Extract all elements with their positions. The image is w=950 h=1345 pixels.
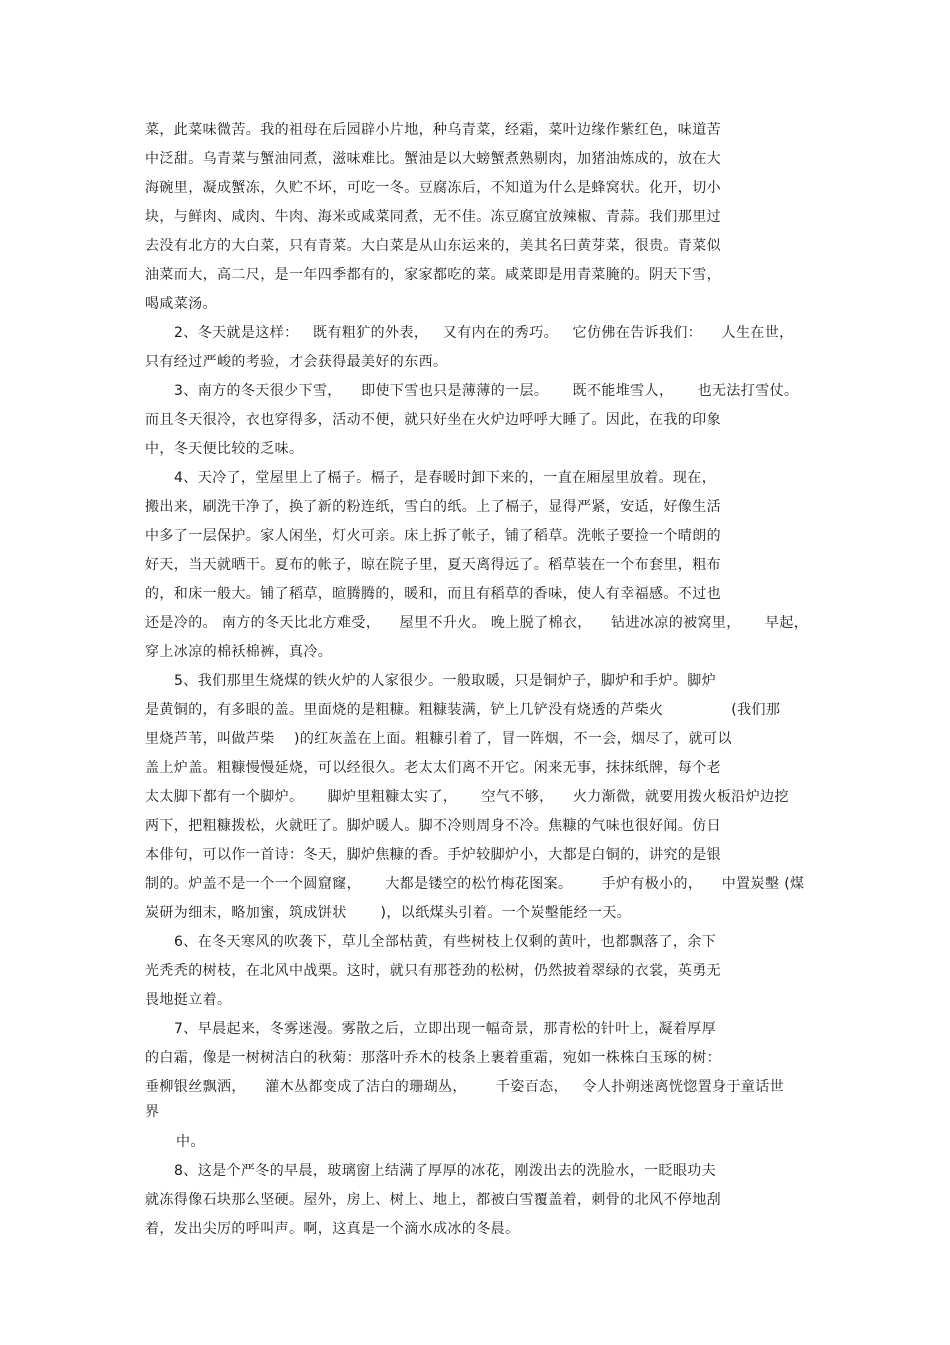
text-line: 而且冬天很冷，衣也穿得多，活动不便，就只好坐在火炉边呼呼大睡了。因此，在我的印象 [145,412,721,428]
paragraph-4-start: 4、天冷了，堂屋里上了槅子。槅子，是春暖时卸下来的，一直在厢屋里放着。现在， [174,470,717,486]
text-line: 中，冬天便比较的乏味。 [145,441,304,457]
text-line: 只有经过严峻的考验，才会获得最美好的东西。 [145,354,448,370]
text-line: 本俳句，可以作一首诗：冬天，脚炉焦糠的香。手炉较脚炉小，大都是白铜的，讲究的是银 [145,847,721,863]
text-line: 界 [145,1104,160,1120]
text-line: 着，发出尖厉的呼叫声。啊，这真是一个滴水成冰的冬晨。 [145,1221,520,1237]
text-line: 喝咸菜汤。 [145,296,217,312]
text-line: 垂柳银丝飘洒， 灌木丛都变成了洁白的珊瑚丛， 千姿百态， 令人扑朔迷离恍惚置身于童话世 [145,1079,785,1095]
text-line: 太太脚下都有一个脚炉。 脚炉里粗糠太实了， 空气不够， 火力渐微，就要用拨火板沿炉边挖 [145,789,789,805]
text-line: 的，和床一般大。铺了稻草，暄腾腾的，暖和，而且有稻草的香味，使人有幸福感。不过也 [145,586,721,602]
text-line: 还是冷的。 南方的冬天比北方难受， 屋里不升火。 晚上脱了棉衣， 钻进冰凉的被窝里， 早起， [145,615,809,631]
text-line: 海碗里，凝成蟹冻，久贮不坏，可吃一冬。豆腐冻后，不知道为什么是蜂窝状。化开，切小 [145,180,721,196]
text-line: 去没有北方的大白菜，只有青菜。大白菜是从山东运来的，美其名曰黄芽菜，很贵。青菜似 [145,238,721,254]
text-line: 搬出来，刷洗干净了，换了新的粉连纸，雪白的纸。上了槅子，显得严紧，安适，好像生活 [145,499,721,515]
text-line: 就冻得像石块那么坚硬。屋外，房上、树上、地上，都被白雪覆盖着，刺骨的北风不停地刮 [145,1192,721,1208]
text-line: 中。 [176,1134,205,1150]
paragraph-8-start: 8、这是个严冬的早晨，玻璃窗上结满了厚厚的冰花，刚泼出去的洗脸水，一眨眼功夫 [174,1163,717,1179]
text-line: 块，与鲜肉、咸肉、牛肉、海米或咸菜同煮，无不佳。冻豆腐宜放辣椒、青蒜。我们那里过 [145,209,721,225]
paragraph-3-start: 3、南方的冬天很少下雪， 即使下雪也只是薄薄的一层。 既不能堆雪人， 也无法打雪仗。 [174,383,799,399]
text-line: 好天，当天就晒干。夏布的帐子，晾在院子里，夏天离得远了。稻草装在一个布套里，粗布 [145,557,721,573]
text-line: 的白霜，像是一树树洁白的秋菊：那落叶乔木的枝条上裹着重霜，宛如一株株白玉琢的树： [145,1050,721,1066]
text-line: 两下，把粗糠拨松，火就旺了。脚炉暖人。脚不冷则周身不冷。焦糠的气味也很好闻。仿日 [145,818,721,834]
text-line: 盖上炉盖。粗糠慢慢延烧，可以经很久。老太太们离不开它。闲来无事，抹抹纸牌，每个老 [145,760,721,776]
text-line: 中多了一层保护。家人闲坐，灯火可亲。床上拆了帐子，铺了稻草。洗帐子要捡一个晴朗的 [145,528,721,544]
paragraph-5-start: 5、我们那里生烧煤的铁火炉的人家很少。一般取暖，只是铜炉子，脚炉和手炉。脚炉 [174,673,717,689]
paragraph-2-start: 2、冬天就是这样： 既有粗犷的外表， 又有内在的秀巧。 它仿佛在告诉我们： 人生在世， [174,325,794,341]
text-line: 畏地挺立着。 [145,992,232,1008]
text-line: 油菜而大，高二尺，是一年四季都有的，家家都吃的菜。咸菜即是用青菜腌的。阴天下雪， [145,267,721,283]
text-line: 中泛甜。乌青菜与蟹油同煮，滋味难比。蟹油是以大螃蟹煮熟剔肉，加猪油炼成的，放在大 [145,151,721,167]
text-line: 穿上冰凉的棉袄棉裤，真冷。 [145,644,333,660]
text-line: 制的。炉盖不是一个一个圆窟窿， 大都是镂空的松竹梅花图案。 手炉有极小的， 中置炭墼 (煤 [145,876,805,892]
text-line: 炭研为细末，略加蜜，筑成饼状 )，以纸煤头引着。一个炭墼能经一天。 [145,905,632,921]
paragraph-6-start: 6、在冬天寒风的吹袭下，草儿全部枯黄，有些树枝上仅剩的黄叶，也都飘落了，余下 [174,934,717,950]
text-line: 里烧芦苇，叫做芦柴 )的红灰盖在上面。粗糠引着了，冒一阵烟，不一会，烟尽了，就可以 [145,731,732,747]
text-line: 是黄铜的，有多眼的盖。里面烧的是粗糠。粗糠装满，铲上几铲没有烧透的芦柴火 (我们那 [145,702,781,718]
text-line: 光秃秃的树枝，在北风中战栗。这时，就只有那苍劲的松树，仍然披着翠绿的衣裳，英勇无 [145,963,721,979]
paragraph-7-start: 7、早晨起来，冬雾迷漫。雾散之后，立即出现一幅奇景，那青松的针叶上，凝着厚厚 [174,1021,717,1037]
text-line: 菜，此菜味微苦。我的祖母在后园辟小片地，种乌青菜，经霜，菜叶边缘作紫红色，味道苦 [145,122,721,138]
